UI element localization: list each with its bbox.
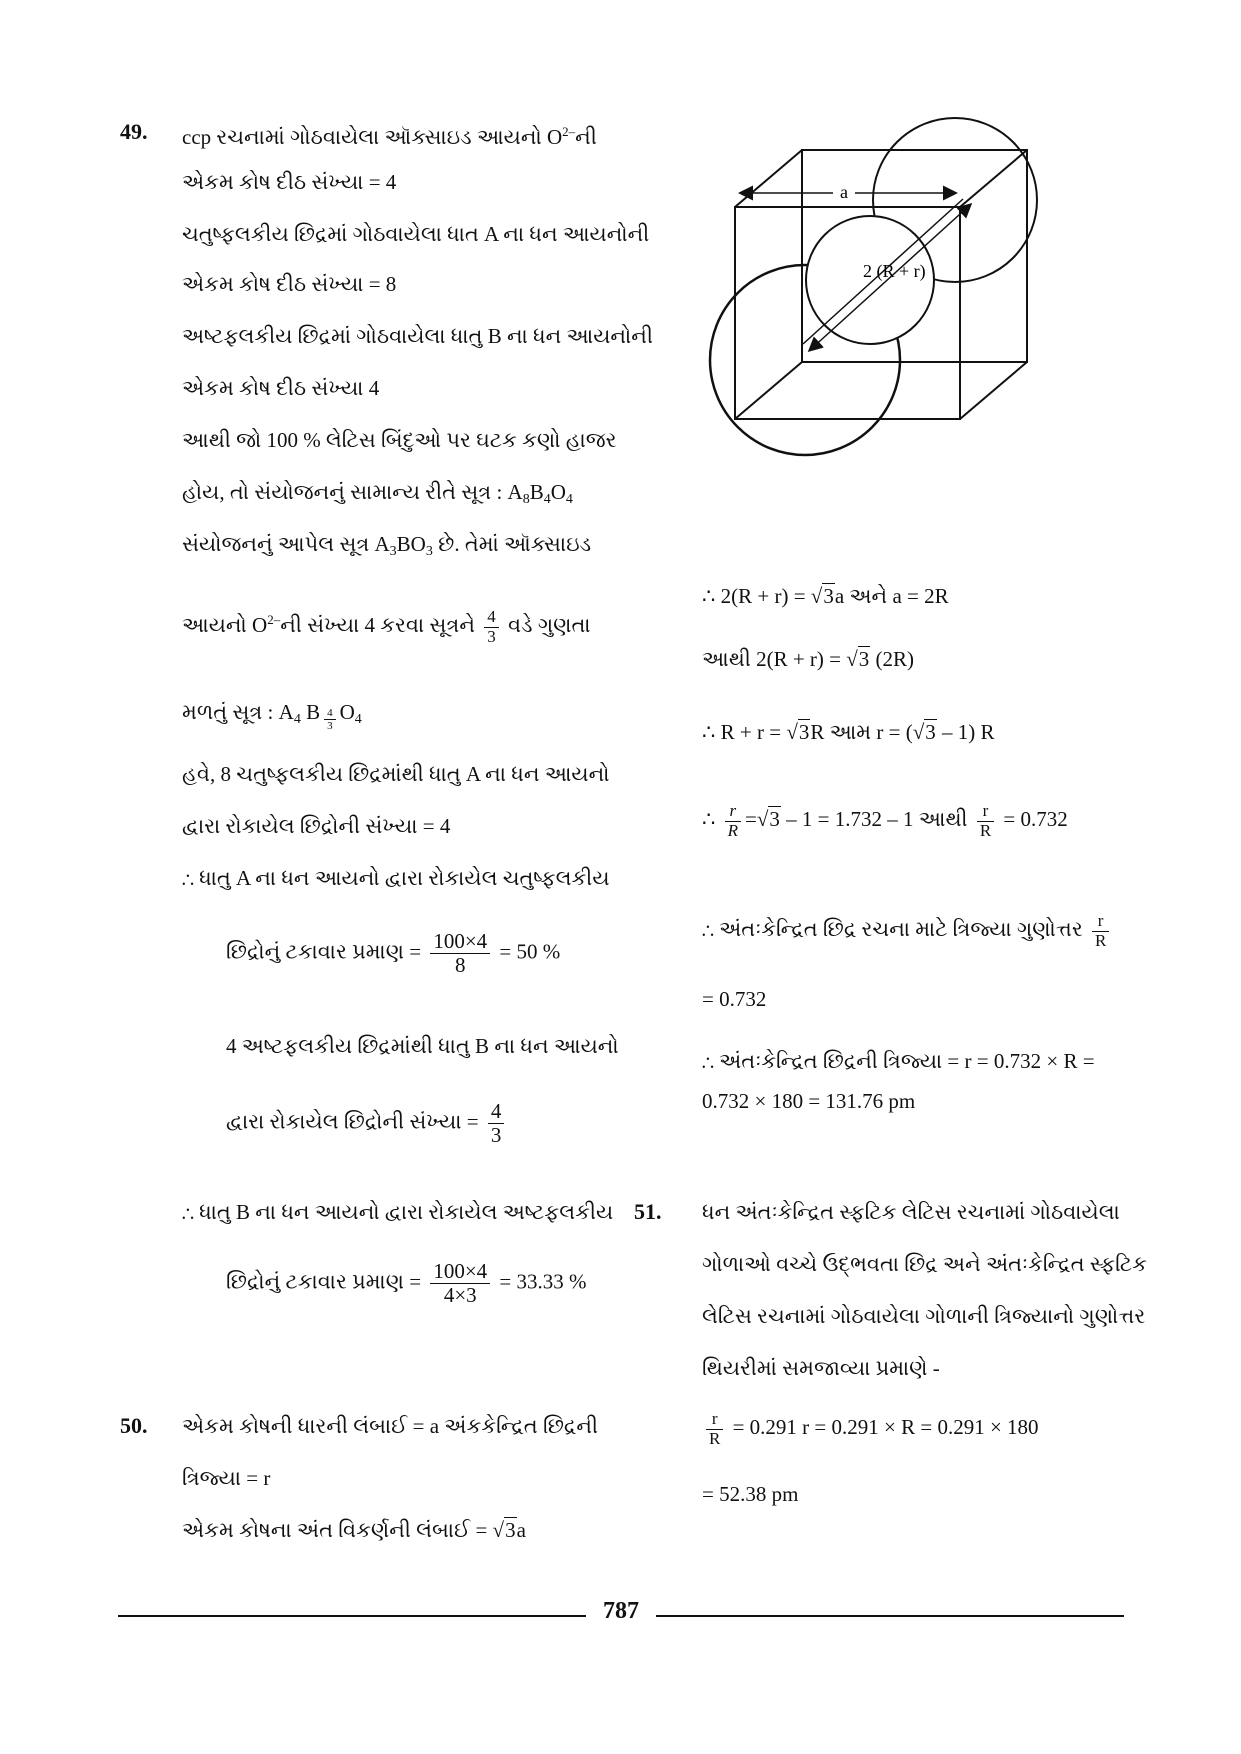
equation-text-mid: – 1 = 1.732 – 1 આથી (780, 807, 968, 831)
q50-right-line-8: 0.732 × 180 = 131.76 pm (702, 1089, 916, 1113)
q49-line-14: ∴ ધાતુ A ના ધન આયનો દ્વારા રોકાયેલ ચતુષ્ફલકીય (182, 866, 610, 890)
q49-general-formula (182, 478, 573, 514)
fraction-four-thirds (484, 608, 499, 646)
question-number-51: 51. (634, 1199, 662, 1224)
q49-line-5: અષ્ટફલકીય છિદ્રમાં ગોઠવાયેલા ધાતુ B ના ધન આયનોની (182, 324, 653, 348)
q49-line-6: એકમ કોષ દીઠ સંખ્યા 4 (182, 376, 380, 400)
given-formula-end: છે. તેમાં ઑક્સાઇડ (432, 532, 592, 556)
numerator: 4 (484, 608, 499, 628)
q49-multiply-line (182, 600, 591, 646)
q49-line-18: ∴ ધાતુ B ના ધન આયનો દ્વારા રોકાયેલ અષ્ટફલકીય (182, 1200, 614, 1224)
fraction-subscript (324, 707, 336, 732)
footer-rule-right (656, 1615, 1124, 1617)
formula-element: B (300, 700, 321, 724)
formula-element: BO (396, 532, 426, 556)
equation-text: આથી 2(R + r) = (702, 647, 841, 671)
subscript: 8 (522, 492, 530, 507)
denominator: 3 (487, 626, 496, 646)
footer-rule-left (118, 1615, 586, 1617)
q50-right-line-5 (702, 912, 1113, 950)
diagonal-label: 2 (R + r) (863, 261, 926, 281)
equals: = (745, 807, 757, 831)
subscript: 4 (293, 712, 301, 727)
oxide-charge: 2– (267, 612, 281, 627)
q50-right-line-3 (702, 718, 995, 746)
radicand: 3 (798, 720, 810, 744)
q49-line-13: દ્વારા રોકાયેલ છિદ્રોની સંખ્યા = 4 (182, 814, 451, 838)
radicand: 3 (858, 647, 870, 671)
equation-text: ∴ 2(R + r) = (702, 584, 806, 608)
therefore-symbol: ∴ (702, 807, 716, 831)
subscript: 4 (565, 492, 573, 507)
q51-line-5 (702, 1410, 1039, 1448)
numerator: 100×4 (430, 930, 490, 954)
percentage-result: = 50 % (499, 939, 561, 964)
equation-text: ∴ R + r = (702, 720, 782, 744)
denominator: R (709, 1428, 721, 1448)
q50-body-diagonal (182, 1516, 526, 1544)
sqrt-3: √3 (912, 720, 936, 744)
q50-right-line-4 (702, 802, 1068, 840)
numerator: 4 (324, 707, 336, 720)
radicand: 3 (925, 720, 936, 744)
denominator: 3 (490, 1123, 502, 1148)
equation-text-end: (2R) (875, 647, 915, 671)
ratio-result: = 0.732 (1003, 807, 1068, 831)
q51-line-6: = 52.38 pm (702, 1482, 799, 1506)
q49-octahedral-count (226, 1100, 508, 1147)
formula-element: O (550, 480, 566, 504)
fraction-100x4-over-8 (430, 930, 490, 977)
formula-element: O (339, 700, 355, 724)
general-formula-text: હોય, તો સંયોજનનું સામાન્ય રીતે સૂત્ર : A (182, 480, 523, 504)
ratio-calculation: = 0.291 r = 0.291 × R = 0.291 × 180 (727, 1415, 1039, 1439)
count-label: દ્વારા રોકાયેલ છિદ્રોની સંખ્યા = (226, 1109, 479, 1134)
q49-line-1-end: ની (575, 125, 597, 149)
subscript: 3 (425, 544, 433, 559)
radicand: 3 (769, 807, 780, 831)
q51-line-1: ધન અંતઃકેન્દ્રિત સ્ફટિક લેટિસ રચનામાં ગોઠવાયેલા (702, 1200, 1120, 1224)
q50-line-2: ત્રિજ્યા = r (182, 1466, 271, 1490)
q49-line-2: એકમ કોષ દીઠ સંખ્યા = 4 (182, 170, 397, 194)
edge-label: a (840, 182, 848, 202)
denominator: R (727, 820, 739, 840)
q49-line-16: 4 અષ્ટફલકીય છિદ્રમાંથી ધાતુ B ના ધન આયનો (226, 1034, 619, 1058)
q49-line-3: ચતુષ્ફલકીય છિદ્રમાં ગોઠવાયેલા ધાત A ના ધન આયનોની (182, 222, 650, 246)
multiply-text: આયનો O (182, 613, 268, 637)
denominator: 8 (455, 953, 466, 978)
q49-line-1 (182, 118, 597, 151)
question-number-50: 50. (120, 1413, 148, 1438)
q49-octahedral-percentage (226, 1260, 587, 1307)
sqrt-3: √3 (786, 720, 810, 744)
numerator: 4 (488, 1100, 505, 1124)
denominator: 4×3 (443, 1283, 477, 1308)
page-number: 787 (603, 1598, 639, 1624)
fraction-r-over-R (977, 802, 994, 840)
denominator: R (1094, 930, 1107, 950)
q51-line-2: ગોળાઓ વચ્ચે ઉદ્‌ભવતા છિદ્ર અને અંતઃકેન્દ્રિત સ્ફટિક (702, 1252, 1147, 1276)
q49-line-1-text: ccp રચનામાં ગોઠવાયેલા ઑક્સાઇડ આયનો O (182, 125, 563, 149)
subscript: 4 (354, 712, 362, 727)
numerator: r (977, 802, 994, 822)
body-centred-cube-diagram (705, 105, 1135, 525)
fraction-100x4-over-4x3 (430, 1260, 490, 1307)
numerator: r (706, 1410, 723, 1430)
q49-tetrahedral-percentage (226, 930, 560, 977)
obtained-formula-text: મળતું સૂત્ર : A (182, 700, 294, 724)
q49-line-12: હવે, 8 ચતુષ્ફલકીય છિદ્રમાંથી ધાતુ A ના ધન આયનો (182, 762, 610, 786)
numerator: r (1092, 912, 1109, 932)
sqrt-3: √3 (756, 807, 780, 831)
percentage-result: = 33.33 % (499, 1269, 587, 1294)
ratio-statement: ∴ અંતઃકેન્દ્રિત છિદ્ર રચના માટે ત્રિજ્યા ગુણોત્તર (702, 917, 1083, 941)
radicand: 3 (823, 584, 834, 608)
q49-given-formula (182, 530, 591, 566)
diagonal-label: એકમ કોષના અંત વિકર્ણની લંબાઈ = (182, 1518, 488, 1542)
edge-symbol: a (516, 1518, 526, 1542)
q50-right-line-1 (702, 582, 949, 610)
formula-element: B (529, 480, 544, 504)
percentage-label: છિદ્રોનું ટકાવાર પ્રમાણ = (226, 1269, 422, 1294)
fraction-r-over-R (706, 1410, 723, 1448)
q50-right-line-6: = 0.732 (702, 987, 767, 1011)
question-number-49: 49. (120, 119, 148, 144)
oxide-charge: 2– (562, 124, 576, 139)
q51-line-4: થિયરીમાં સમજાવ્યા પ્રમાણે - (702, 1356, 940, 1380)
multiply-text-end: વડે ગુણતા (507, 613, 591, 637)
radicand: 3 (505, 1518, 516, 1542)
given-formula-text: સંયોજનનું આપેલ સૂત્ર A (182, 532, 390, 556)
denominator: R (979, 820, 992, 840)
q49-line-7: આથી જો 100 % લેટિસ બિંદુઓ પર ઘટક કણો હાજર (182, 428, 617, 452)
fraction-r-over-R (725, 802, 741, 840)
sqrt-3: √3 (810, 584, 834, 608)
equation-text-end: – 1) R (936, 720, 995, 744)
q50-right-line-7: ∴ અંતઃકેન્દ્રિત છિદ્રની ત્રિજ્યા = r = 0.732 × R = (702, 1049, 1095, 1073)
subscript: 3 (389, 544, 397, 559)
fraction-four-thirds (488, 1100, 505, 1147)
q49-obtained-formula (182, 698, 362, 734)
fraction-r-over-R (1092, 912, 1109, 950)
numerator: 100×4 (430, 1260, 490, 1284)
equation-text-end: a અને a = 2R (834, 584, 949, 608)
denominator: 3 (327, 720, 333, 732)
percentage-label: છિદ્રોનું ટકાવાર પ્રમાણ = (226, 939, 422, 964)
multiply-text-mid: ની સંખ્યા 4 કરવા સૂત્રને (280, 613, 475, 637)
sqrt-3: √3 (846, 647, 870, 671)
numerator: r (725, 802, 741, 822)
subscript: 4 (543, 492, 551, 507)
q49-line-4: એકમ કોષ દીઠ સંખ્યા = 8 (182, 272, 397, 296)
sqrt-3: √3 (492, 1518, 516, 1542)
equation-text-mid: R આમ r = ( (810, 720, 913, 744)
q51-line-3: લેટિસ રચનામાં ગોઠવાયેલા ગોળાની ત્રિજ્યાનો ગુણોત્તર (702, 1304, 1146, 1328)
q50-line-1: એકમ કોષની ધારની લંબાઈ = a અંકકેન્દ્રિત છિદ્રની (182, 1414, 598, 1438)
q50-right-line-2 (702, 645, 914, 673)
